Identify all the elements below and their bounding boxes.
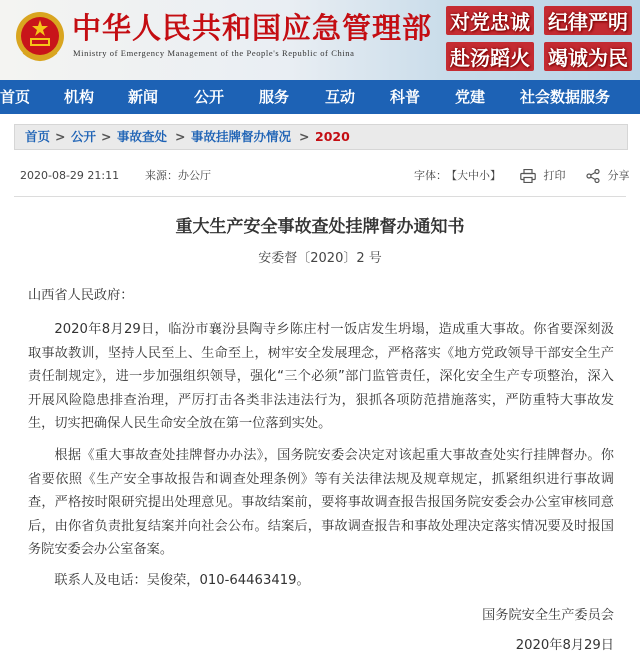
site-subtitle: Ministry of Emergency Management of the People's Republic of China [73, 48, 355, 58]
slogan-4: 竭诚为民 [544, 42, 632, 71]
signature-date: 2020年8月29日 [515, 638, 614, 653]
salutation: 山西省人民政府： [28, 288, 134, 303]
signature-organization: 国务院安全生产委员会 [482, 608, 614, 623]
breadcrumb-home[interactable]: 首页 [25, 129, 51, 144]
breadcrumb-public[interactable]: 公开 [71, 129, 97, 144]
share-label: 分享 [607, 169, 630, 182]
divider [14, 196, 626, 197]
nav-item-organization[interactable]: 机构 [64, 88, 95, 106]
share-button[interactable] [586, 166, 630, 186]
nav-item-service[interactable]: 服务 [259, 88, 290, 106]
breadcrumb-supervision[interactable]: 事故挂牌督办情况 [191, 129, 292, 144]
slogan-3: 赴汤蹈火 [446, 42, 534, 71]
share-icon [586, 169, 600, 183]
nav-item-news[interactable]: 新闻 [128, 88, 159, 106]
site-header [0, 0, 640, 80]
slogan-2: 纪律严明 [544, 6, 632, 35]
breadcrumb-current-year[interactable]: 2020 [315, 129, 350, 144]
nav-item-public[interactable]: 公开 [194, 88, 225, 106]
nav-item-data-service[interactable]: 社会数据服务 [520, 88, 611, 106]
slogans [440, 4, 640, 76]
font-size-options[interactable]: 【大中小】 [446, 169, 501, 182]
nav-item-home[interactable]: 首页 [0, 88, 31, 106]
publish-date: 2020-08-29 21:11 [20, 169, 120, 182]
slogan-1: 对党忠诚 [446, 6, 534, 35]
print-button[interactable] [520, 166, 566, 186]
article-paragraph-1: 2020年8月29日，临汾市襄汾县陶寺乡陈庄村一饭店发生坍塌，造成重大事故。你省要深刻汲取事故教训，坚持人民至上、生命至上，树牢安全发展理念，严格落实《地方党政领导干部安全生产责任制规定》，进一步加强组织领导，强化“三个必须”部门监管责任，深化安全生产专项整治，深入开展风险隐患排查治理，严厉打击各类非法违法行为，狠抓各项防范措施落实，严防重特大事故发生，切实把确保人民生命安全放在第一位落到实处。 [28, 322, 614, 431]
printer-icon [520, 169, 536, 183]
contact-info: 联系人及电话：吴俊荣，010-64463419。 [54, 573, 310, 588]
nav-item-interaction[interactable]: 互动 [325, 88, 356, 106]
breadcrumb-separator: > [175, 129, 186, 144]
print-label: 打印 [543, 169, 566, 182]
breadcrumb-separator: > [101, 129, 112, 144]
main-nav [0, 80, 640, 114]
nav-item-science[interactable]: 科普 [390, 88, 421, 106]
nav-item-party[interactable]: 党建 [455, 88, 486, 106]
document-number: 安委督〔2020〕2 号 [258, 251, 382, 266]
breadcrumb-accident-investigation[interactable]: 事故查处 [117, 129, 168, 144]
breadcrumb-separator: > [299, 129, 310, 144]
font-size-label: 字体： [414, 169, 447, 182]
source: 来源：办公厅 [145, 169, 211, 182]
article-paragraph-2: 根据《重大事故查处挂牌督办办法》，国务院安委会决定对该起重大事故查处实行挂牌督办。你省要依照《生产安全事故报告和调查处理条例》等有关法律法规及规章规定，抓紧组织进行事故调查，严格按时限研究提出处理意见。事故结案前，要将事故调查报告报国务院安委会办公室审核同意后，由你省负责批复结案并向社会公布。结案后，事故调查报告和事故处理决定落实情况要及时报国务院安委会办公室备案。 [28, 448, 614, 557]
breadcrumb-separator: > [55, 129, 66, 144]
national-emblem-icon[interactable] [14, 8, 66, 68]
breadcrumb [14, 124, 628, 150]
site-title: 中华人民共和国应急管理部 [72, 11, 433, 45]
article-title: 重大生产安全事故查处挂牌督办通知书 [175, 217, 465, 237]
